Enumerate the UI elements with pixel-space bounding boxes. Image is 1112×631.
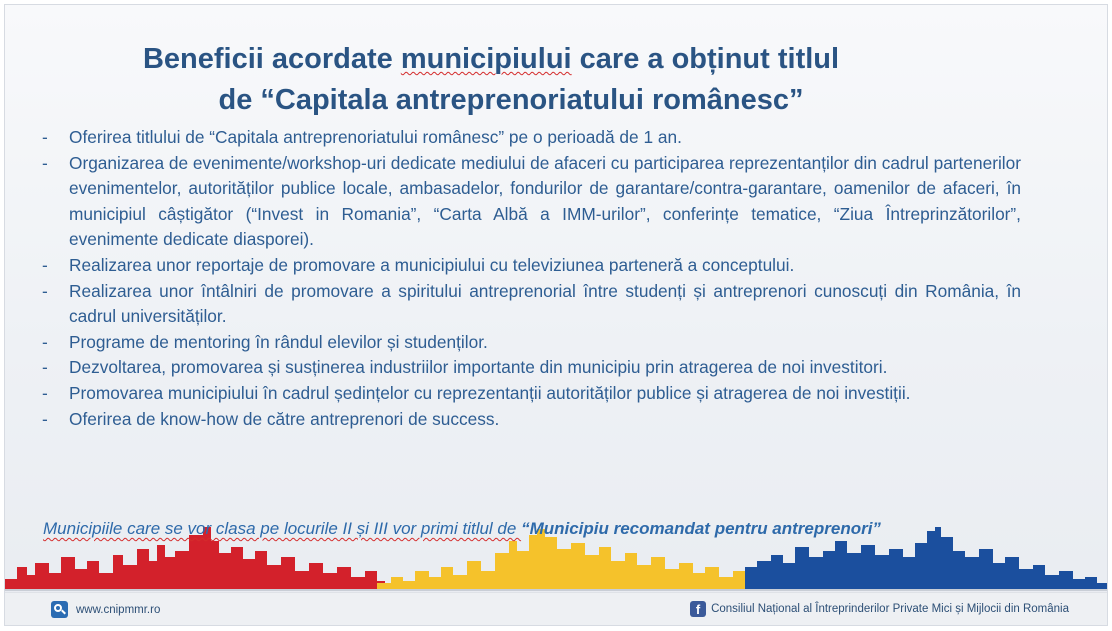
title-line-2: de “Capitala antreprenoriatului românesc”: [218, 84, 804, 116]
slide-title: [5, 39, 1107, 121]
search-globe-icon: [51, 601, 68, 618]
title-line-1: Beneficii acordate municipiului care a obținut titlul: [142, 43, 840, 75]
title-underlined-word: municipiului: [400, 43, 572, 75]
footnote-prefix: Municipiile care se vor clasa pe locurile II și III vor primi titlul de: [43, 519, 522, 538]
presentation-slide: [4, 4, 1108, 626]
benefit-item: - Realizarea unor întâlniri de promovare a spiritului antreprenorial între studenți și antreprenori cunoscuți din România, în cadrul universităților.: [41, 279, 1021, 330]
footnote: [43, 519, 1043, 539]
benefit-item: - Dezvoltarea, promovarea și susținerea industriilor importante din municipiu prin atragerea de noi investitori.: [41, 355, 1021, 381]
benefit-item: - Oferirea de know-how de către antreprenori de success.: [41, 407, 1021, 433]
organization-name: Consiliul Național al Întreprinderilor Private Mici și Mijlocii din România: [711, 603, 1069, 615]
slide-footer: [5, 592, 1107, 626]
benefits-list: [41, 125, 1021, 432]
facebook-icon: f: [690, 601, 706, 617]
website-text: www.cnipmmr.ro: [76, 603, 161, 616]
website-link[interactable]: [51, 601, 160, 618]
benefit-item: - Oferirea titlului de “Capitala antreprenoriatului românesc” pe o perioadă de 1 an.: [41, 125, 1021, 151]
benefit-item: - Programe de mentoring în rândul elevilor și studenților.: [41, 330, 1021, 356]
organization-link[interactable]: [690, 601, 1069, 617]
benefit-item: - Realizarea unor reportaje de promovare a municipiului cu televiziunea parteneră a conceptului.: [41, 253, 1021, 279]
benefit-item: - Promovarea municipiului în cadrul ședințelor cu reprezentanții autorităților publice și atragerea de noi investiții.: [41, 381, 1021, 407]
benefit-item: - Organizarea de evenimente/workshop-uri dedicate mediului de afaceri cu participarea reprezentanților din cadrul partenerilor evenimentelor, autorităților publice locale, ambasadelor, fondurilor de garantare/contra-garantare, oamenilor de afaceri, în municipiul câștigător (“Invest in Romania”, “Carta Albă a IMM-urilor”, conferințe tematice, “Ziua Întreprinzătorilor”, evenimente dedicate diasporei).: [41, 151, 1021, 253]
footnote-highlight: “Municipiu recomandat pentru antreprenori”: [521, 519, 881, 538]
